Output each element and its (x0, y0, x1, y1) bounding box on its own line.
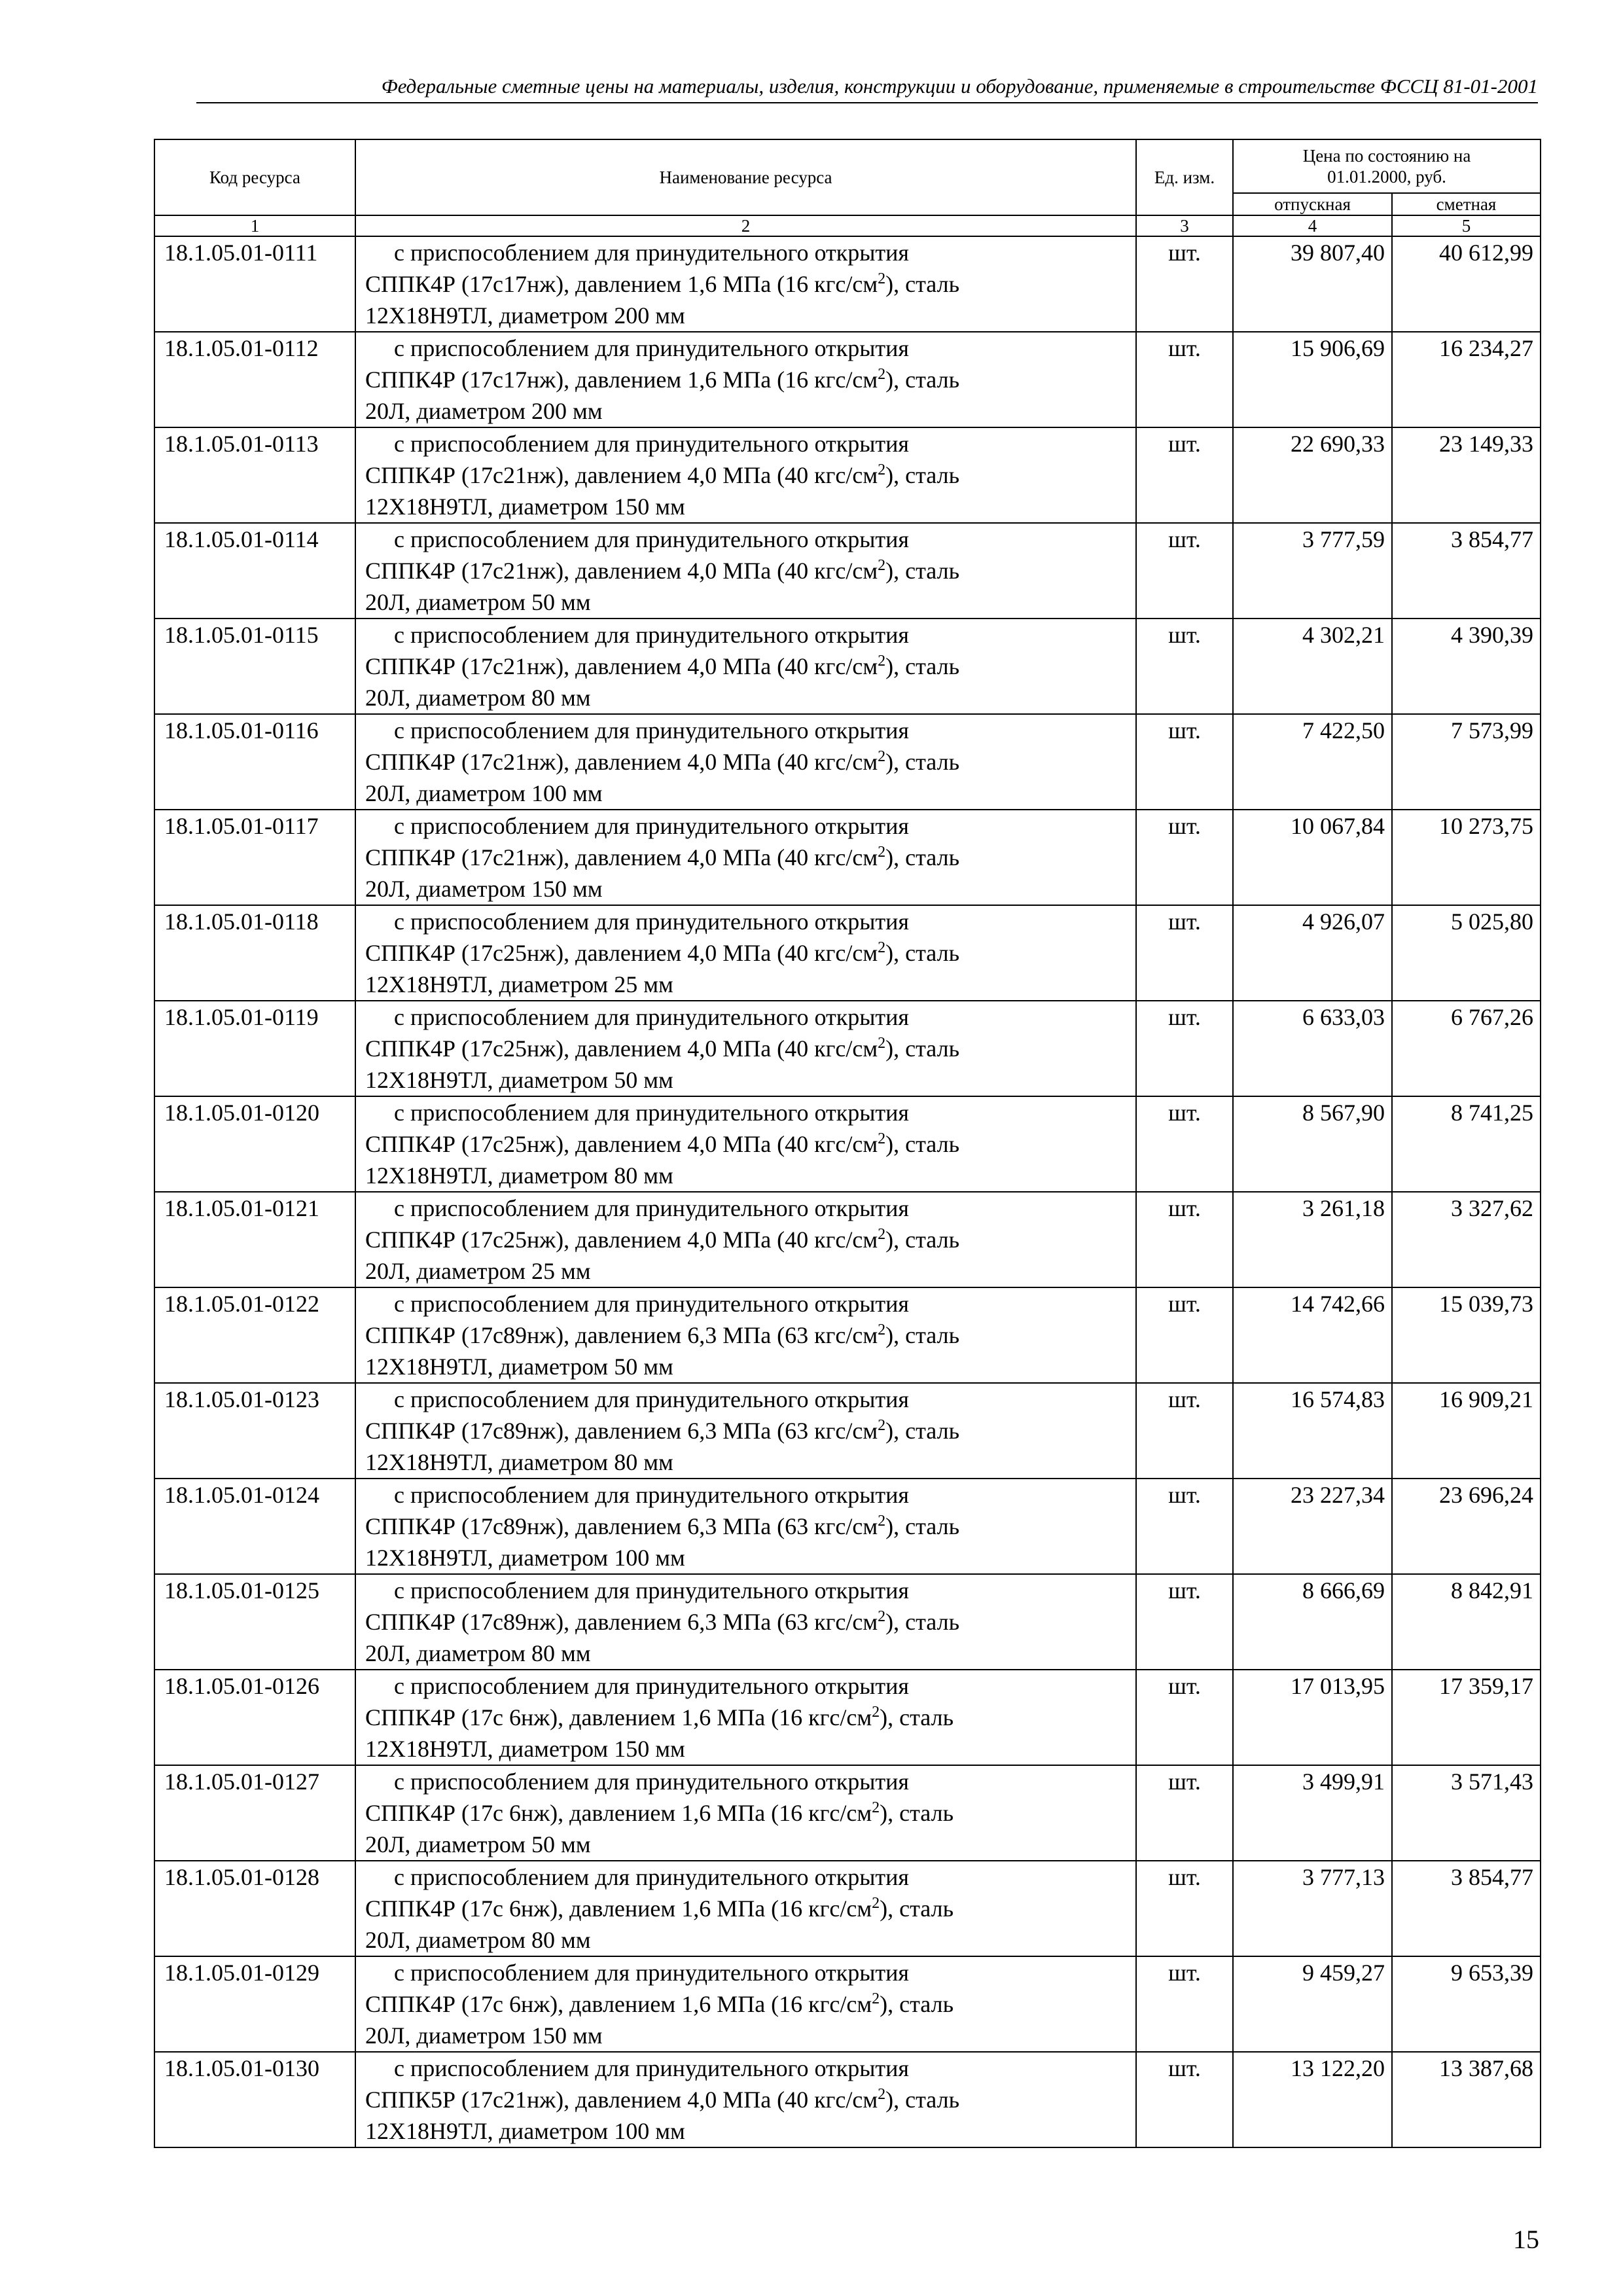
resource-code: 18.1.05.01-0119 (154, 1001, 355, 1096)
resource-name (355, 332, 1136, 427)
resource-code: 18.1.05.01-0113 (154, 427, 355, 523)
unit-cell: шт. (1136, 1574, 1233, 1670)
name-line-3: 20Л, диаметром 80 мм (365, 1927, 591, 1953)
name-line-3: 20Л, диаметром 50 мм (365, 589, 591, 615)
superscript: 2 (878, 2086, 886, 2103)
release-price: 13 122,20 (1233, 2052, 1392, 2147)
name-line-1: с приспособлением для принудительного открытия (394, 1291, 909, 1317)
release-price: 3 261,18 (1233, 1192, 1392, 1287)
estimate-price: 15 039,73 (1392, 1287, 1541, 1383)
table-row (154, 2052, 1541, 2147)
name-line-2 (365, 1224, 1130, 1255)
name-line-3: 12Х18Н9ТЛ, диаметром 100 мм (365, 2118, 685, 2144)
name-model: СППК4Р (17с17нж), давлением 1,6 МПа (16 кгс/см (365, 271, 878, 297)
header-price-group: Цена по состоянию на 01.01.2000, руб. (1233, 139, 1541, 193)
table-row (154, 1956, 1541, 2052)
superscript: 2 (872, 1990, 880, 2007)
release-price: 3 499,91 (1233, 1765, 1392, 1861)
resource-code: 18.1.05.01-0120 (154, 1096, 355, 1192)
name-model: СППК4Р (17с25нж), давлением 4,0 МПа (40 кгс/см (365, 1131, 878, 1157)
superscript: 2 (878, 1226, 886, 1243)
name-line-1: с приспособлением для принудительного открытия (394, 1960, 909, 1986)
estimate-price: 5 025,80 (1392, 905, 1541, 1001)
superscript: 2 (872, 1704, 880, 1721)
name-line-1: с приспособлением для принудительного открытия (394, 1673, 909, 1699)
name-model: СППК4Р (17с 6нж), давлением 1,6 МПа (16 кгс/см (365, 1991, 872, 2017)
unit-cell: шт. (1136, 1001, 1233, 1096)
name-tail: ), сталь (885, 558, 959, 584)
estimate-price: 16 909,21 (1392, 1383, 1541, 1479)
name-model: СППК4Р (17с89нж), давлением 6,3 МПа (63 кгс/см (365, 1513, 878, 1539)
superscript: 2 (878, 1513, 886, 1530)
name-line-3: 20Л, диаметром 80 мм (365, 685, 591, 711)
resource-name (355, 1287, 1136, 1383)
resource-name (355, 1192, 1136, 1287)
release-price: 3 777,59 (1233, 523, 1392, 619)
name-tail: ), сталь (885, 844, 959, 870)
name-tail: ), сталь (885, 1322, 959, 1348)
name-line-1: с приспособлением для принудительного открытия (394, 1100, 909, 1126)
table-row (154, 1001, 1541, 1096)
resource-name (355, 905, 1136, 1001)
table-row (154, 1287, 1541, 1383)
name-model: СППК4Р (17с17нж), давлением 1,6 МПа (16 кгс/см (365, 367, 878, 393)
name-line-1: с приспособлением для принудительного открытия (394, 1004, 909, 1030)
resource-code: 18.1.05.01-0118 (154, 905, 355, 1001)
superscript: 2 (878, 366, 886, 383)
name-line-2 (365, 1033, 1130, 1064)
unit-cell: шт. (1136, 619, 1233, 714)
name-model: СППК4Р (17с89нж), давлением 6,3 МПа (63 кгс/см (365, 1418, 878, 1444)
name-tail: ), сталь (880, 1991, 954, 2017)
unit-cell: шт. (1136, 1479, 1233, 1574)
release-price: 7 422,50 (1233, 714, 1392, 810)
name-line-3: 20Л, диаметром 80 мм (365, 1640, 591, 1666)
resource-name (355, 714, 1136, 810)
name-model: СППК4Р (17с21нж), давлением 4,0 МПа (40 кгс/см (365, 749, 878, 775)
name-line-2 (365, 842, 1130, 873)
estimate-price: 16 234,27 (1392, 332, 1541, 427)
superscript: 2 (872, 1799, 880, 1816)
resource-name (355, 1765, 1136, 1861)
name-line-1: с приспособлением для принудительного открытия (394, 335, 909, 361)
name-line-2 (365, 937, 1130, 969)
estimate-price: 3 854,77 (1392, 1861, 1541, 1956)
name-tail: ), сталь (885, 1418, 959, 1444)
table-row (154, 1192, 1541, 1287)
unit-cell: шт. (1136, 1096, 1233, 1192)
name-line-2 (365, 1797, 1130, 1829)
resource-name (355, 1479, 1136, 1574)
name-line-2 (365, 2084, 1130, 2115)
resource-code: 18.1.05.01-0115 (154, 619, 355, 714)
name-line-1: с приспособлением для принудительного открытия (394, 1577, 909, 1604)
name-model: СППК5Р (17с21нж), давлением 4,0 МПа (40 кгс/см (365, 2087, 878, 2113)
resource-code: 18.1.05.01-0126 (154, 1670, 355, 1765)
header-unit: Ед. изм. (1136, 139, 1233, 215)
table-row (154, 905, 1541, 1001)
estimate-price: 17 359,17 (1392, 1670, 1541, 1765)
release-price: 4 926,07 (1233, 905, 1392, 1001)
resource-code: 18.1.05.01-0123 (154, 1383, 355, 1479)
name-line-3: 12Х18Н9ТЛ, диаметром 50 мм (365, 1354, 673, 1380)
name-tail: ), сталь (885, 653, 959, 679)
name-line-1: с приспособлением для принудительного открытия (394, 908, 909, 935)
unit-cell: шт. (1136, 2052, 1233, 2147)
name-line-3: 12Х18Н9ТЛ, диаметром 150 мм (365, 1736, 685, 1762)
resource-name (355, 1956, 1136, 2052)
superscript: 2 (878, 461, 886, 478)
resource-name (355, 523, 1136, 619)
name-model: СППК4Р (17с89нж), давлением 6,3 МПа (63 кгс/см (365, 1609, 878, 1635)
estimate-price: 8 741,25 (1392, 1096, 1541, 1192)
table-row (154, 332, 1541, 427)
name-line-1: с приспособлением для принудительного открытия (394, 622, 909, 648)
release-price: 39 807,40 (1233, 236, 1392, 332)
name-line-1: с приспособлением для принудительного открытия (394, 1386, 909, 1412)
name-line-3: 12Х18Н9ТЛ, диаметром 150 мм (365, 493, 685, 520)
resource-code: 18.1.05.01-0111 (154, 236, 355, 332)
table-row (154, 714, 1541, 810)
unit-cell: шт. (1136, 427, 1233, 523)
name-line-2 (365, 1606, 1130, 1638)
resource-code: 18.1.05.01-0130 (154, 2052, 355, 2147)
name-line-1: с приспособлением для принудительного открытия (394, 2055, 909, 2081)
resource-name (355, 2052, 1136, 2147)
name-tail: ), сталь (885, 1513, 959, 1539)
column-number: 3 (1136, 215, 1233, 236)
unit-cell: шт. (1136, 810, 1233, 905)
name-model: СППК4Р (17с25нж), давлением 4,0 МПа (40 кгс/см (365, 940, 878, 966)
unit-cell: шт. (1136, 332, 1233, 427)
release-price: 10 067,84 (1233, 810, 1392, 905)
name-tail: ), сталь (885, 271, 959, 297)
unit-cell: шт. (1136, 236, 1233, 332)
resource-name (355, 1574, 1136, 1670)
superscript: 2 (878, 1130, 886, 1147)
estimate-price: 23 696,24 (1392, 1479, 1541, 1574)
header-estimate: сметная (1392, 193, 1541, 215)
table-row (154, 1096, 1541, 1192)
name-line-3: 12Х18Н9ТЛ, диаметром 50 мм (365, 1067, 673, 1093)
release-price: 6 633,03 (1233, 1001, 1392, 1096)
name-model: СППК4Р (17с21нж), давлением 4,0 МПа (40 кгс/см (365, 462, 878, 488)
column-number: 5 (1392, 215, 1541, 236)
column-number: 1 (154, 215, 355, 236)
release-price: 14 742,66 (1233, 1287, 1392, 1383)
column-number: 4 (1233, 215, 1392, 236)
table-body (154, 236, 1541, 2147)
name-model: СППК4Р (17с89нж), давлением 6,3 МПа (63 кгс/см (365, 1322, 878, 1348)
name-line-2 (365, 268, 1130, 300)
resource-code: 18.1.05.01-0117 (154, 810, 355, 905)
column-number: 2 (355, 215, 1136, 236)
header-rule (196, 102, 1538, 103)
release-price: 17 013,95 (1233, 1670, 1392, 1765)
table-row (154, 1670, 1541, 1765)
estimate-price: 13 387,68 (1392, 2052, 1541, 2147)
resource-name (355, 1670, 1136, 1765)
unit-cell: шт. (1136, 714, 1233, 810)
name-line-2 (365, 1893, 1130, 1924)
estimate-price: 8 842,91 (1392, 1574, 1541, 1670)
name-line-3: 20Л, диаметром 150 мм (365, 876, 603, 902)
resource-name (355, 236, 1136, 332)
table-row (154, 1765, 1541, 1861)
table-row (154, 523, 1541, 619)
name-line-2 (365, 1128, 1130, 1160)
name-line-1: с приспособлением для принудительного открытия (394, 1864, 909, 1890)
table-row (154, 810, 1541, 905)
unit-cell: шт. (1136, 1956, 1233, 2052)
estimate-price: 9 653,39 (1392, 1956, 1541, 2052)
name-line-1: с приспособлением для принудительного открытия (394, 813, 909, 839)
name-line-3: 12Х18Н9ТЛ, диаметром 100 мм (365, 1545, 685, 1571)
superscript: 2 (878, 653, 886, 670)
resource-name (355, 1001, 1136, 1096)
name-tail: ), сталь (885, 2087, 959, 2113)
name-model: СППК4Р (17с21нж), давлением 4,0 МПа (40 кгс/см (365, 844, 878, 870)
header-name: Наименование ресурса (355, 139, 1136, 215)
name-model: СППК4Р (17с25нж), давлением 4,0 МПа (40 кгс/см (365, 1227, 878, 1253)
release-price: 16 574,83 (1233, 1383, 1392, 1479)
resource-name (355, 427, 1136, 523)
name-tail: ), сталь (885, 367, 959, 393)
superscript: 2 (878, 939, 886, 956)
table-row (154, 427, 1541, 523)
name-model: СППК4Р (17с 6нж), давлением 1,6 МПа (16 кгс/см (365, 1704, 872, 1731)
name-line-1: с приспособлением для принудительного открытия (394, 240, 909, 266)
name-line-3: 12Х18Н9ТЛ, диаметром 25 мм (365, 971, 673, 997)
resource-code: 18.1.05.01-0112 (154, 332, 355, 427)
name-line-2 (365, 1702, 1130, 1733)
unit-cell: шт. (1136, 1383, 1233, 1479)
estimate-price: 23 149,33 (1392, 427, 1541, 523)
name-line-3: 20Л, диаметром 150 мм (365, 2022, 603, 2049)
name-line-3: 20Л, диаметром 200 мм (365, 398, 603, 424)
header-release: отпускная (1233, 193, 1392, 215)
resource-code: 18.1.05.01-0122 (154, 1287, 355, 1383)
name-line-2 (365, 1415, 1130, 1446)
superscript: 2 (878, 1608, 886, 1625)
unit-cell: шт. (1136, 1287, 1233, 1383)
name-tail: ), сталь (885, 1609, 959, 1635)
name-tail: ), сталь (885, 749, 959, 775)
name-line-3: 20Л, диаметром 50 мм (365, 1831, 591, 1857)
release-price: 23 227,34 (1233, 1479, 1392, 1574)
name-tail: ), сталь (880, 1800, 954, 1826)
estimate-price: 10 273,75 (1392, 810, 1541, 905)
name-model: СППК4Р (17с21нж), давлением 4,0 МПа (40 кгс/см (365, 558, 878, 584)
resource-name (355, 1861, 1136, 1956)
resource-code: 18.1.05.01-0125 (154, 1574, 355, 1670)
estimate-price: 3 327,62 (1392, 1192, 1541, 1287)
estimate-price: 3 854,77 (1392, 523, 1541, 619)
page-number: 15 (1513, 2225, 1539, 2254)
resource-code: 18.1.05.01-0129 (154, 1956, 355, 2052)
table-row (154, 1574, 1541, 1670)
estimate-price: 6 767,26 (1392, 1001, 1541, 1096)
release-price: 8 666,69 (1233, 1574, 1392, 1670)
name-line-2 (365, 1988, 1130, 2020)
resource-code: 18.1.05.01-0114 (154, 523, 355, 619)
name-line-1: с приспособлением для принудительного открытия (394, 1768, 909, 1795)
release-price: 9 459,27 (1233, 1956, 1392, 2052)
table-row (154, 1383, 1541, 1479)
table-row (154, 1861, 1541, 1956)
name-line-2 (365, 364, 1130, 395)
name-tail: ), сталь (885, 1227, 959, 1253)
resource-code: 18.1.05.01-0121 (154, 1192, 355, 1287)
name-line-3: 12Х18Н9ТЛ, диаметром 80 мм (365, 1162, 673, 1189)
name-line-1: с приспособлением для принудительного открытия (394, 526, 909, 552)
name-line-1: с приспособлением для принудительного открытия (394, 1195, 909, 1221)
superscript: 2 (878, 844, 886, 861)
unit-cell: шт. (1136, 1670, 1233, 1765)
superscript: 2 (878, 748, 886, 765)
name-tail: ), сталь (880, 1704, 954, 1731)
name-line-2 (365, 651, 1130, 682)
estimate-price: 4 390,39 (1392, 619, 1541, 714)
name-line-2 (365, 459, 1130, 491)
release-price: 15 906,69 (1233, 332, 1392, 427)
resource-name (355, 619, 1136, 714)
unit-cell: шт. (1136, 1765, 1233, 1861)
name-line-2 (365, 1319, 1130, 1351)
release-price: 4 302,21 (1233, 619, 1392, 714)
estimate-price: 3 571,43 (1392, 1765, 1541, 1861)
resource-code: 18.1.05.01-0124 (154, 1479, 355, 1574)
name-tail: ), сталь (880, 1895, 954, 1922)
name-model: СППК4Р (17с21нж), давлением 4,0 МПа (40 кгс/см (365, 653, 878, 679)
name-line-2 (365, 1511, 1130, 1542)
unit-cell: шт. (1136, 905, 1233, 1001)
release-price: 22 690,33 (1233, 427, 1392, 523)
unit-cell: шт. (1136, 523, 1233, 619)
estimate-price: 7 573,99 (1392, 714, 1541, 810)
release-price: 8 567,90 (1233, 1096, 1392, 1192)
superscript: 2 (878, 1417, 886, 1434)
resource-code: 18.1.05.01-0127 (154, 1765, 355, 1861)
superscript: 2 (878, 1321, 886, 1338)
name-line-1: с приспособлением для принудительного открытия (394, 1482, 909, 1508)
resource-code: 18.1.05.01-0116 (154, 714, 355, 810)
name-line-1: с приспособлением для принудительного открытия (394, 717, 909, 744)
name-model: СППК4Р (17с25нж), давлением 4,0 МПа (40 кгс/см (365, 1035, 878, 1062)
superscript: 2 (878, 270, 886, 287)
resource-code: 18.1.05.01-0128 (154, 1861, 355, 1956)
superscript: 2 (878, 1035, 886, 1052)
page-header: Федеральные сметные цены на материалы, изделия, конструкции и оборудование, применяемые в строительстве ФССЦ 81-01-2001 (381, 75, 1538, 98)
name-line-2 (365, 746, 1130, 778)
name-line-1: с приспособлением для принудительного открытия (394, 431, 909, 457)
name-line-2 (365, 555, 1130, 586)
name-line-3: 12Х18Н9ТЛ, диаметром 200 мм (365, 302, 685, 329)
name-line-3: 12Х18Н9ТЛ, диаметром 80 мм (365, 1449, 673, 1475)
superscript: 2 (872, 1895, 880, 1912)
unit-cell: шт. (1136, 1861, 1233, 1956)
resource-name (355, 1383, 1136, 1479)
name-tail: ), сталь (885, 462, 959, 488)
name-tail: ), сталь (885, 1035, 959, 1062)
name-line-3: 20Л, диаметром 25 мм (365, 1258, 591, 1284)
table-row (154, 619, 1541, 714)
resource-name (355, 810, 1136, 905)
superscript: 2 (878, 557, 886, 574)
header-code: Код ресурса (154, 139, 355, 215)
name-model: СППК4Р (17с 6нж), давлением 1,6 МПа (16 кгс/см (365, 1800, 872, 1826)
resource-name (355, 1096, 1136, 1192)
name-tail: ), сталь (885, 1131, 959, 1157)
estimate-price: 40 612,99 (1392, 236, 1541, 332)
name-tail: ), сталь (885, 940, 959, 966)
table-row (154, 236, 1541, 332)
name-line-3: 20Л, диаметром 100 мм (365, 780, 603, 806)
release-price: 3 777,13 (1233, 1861, 1392, 1956)
unit-cell: шт. (1136, 1192, 1233, 1287)
price-table (154, 139, 1541, 2148)
name-model: СППК4Р (17с 6нж), давлением 1,6 МПа (16 кгс/см (365, 1895, 872, 1922)
table-row (154, 1479, 1541, 1574)
